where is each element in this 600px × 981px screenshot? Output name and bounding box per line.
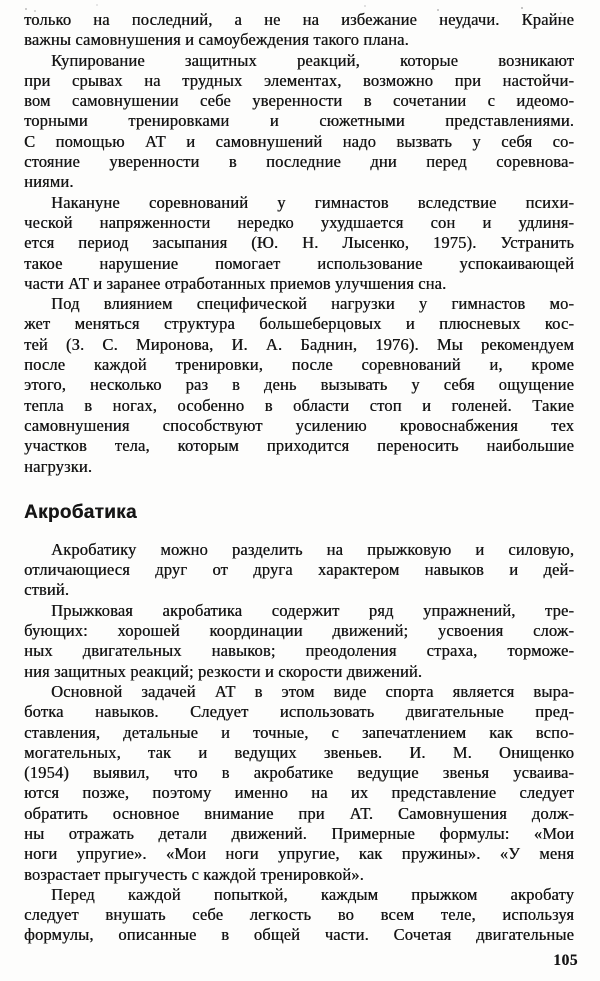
text-line: ниями.	[24, 172, 74, 192]
text-line: ется период засыпания (Ю. Н. Лысенко, 1975). Устранить	[24, 233, 574, 253]
paragraph	[24, 294, 574, 477]
text-line: тепла в ногах, особенно в области стоп и голеней. Такие	[24, 395, 574, 415]
text-line: Акробатику можно разделить на прыжковую и силовую,	[51, 539, 574, 559]
text-line: тей (З. С. Миронова, И. А. Баднин, 1976). Мы рекомендуем	[24, 334, 574, 354]
paragraph	[24, 601, 574, 682]
text-line: Купирование защитных реакций, которые возникают	[51, 50, 574, 70]
paragraph	[24, 682, 574, 885]
paragraph	[24, 51, 574, 193]
section-heading: Акробатика	[24, 501, 137, 523]
text-line: ния защитных реакций; резкости и скорости движений.	[24, 661, 423, 681]
text-line: этого, несколько раз в день вызывать у себя ощущение	[24, 375, 574, 395]
text-line: возрастает прыгучесть с каждой тренировкой».	[24, 864, 364, 884]
text-line: Накануне соревнований у гимнастов вследствие психи-	[51, 192, 574, 212]
text-line: ставления, детальные и точные, с запечатлением как вспо-	[24, 722, 574, 742]
text-line: нагрузки.	[24, 456, 93, 476]
text-line: торными тренировками и сюжетными представлениями.	[24, 111, 574, 131]
text-line: самовнушения способствуют усилению кровоснабжения тех	[24, 415, 574, 435]
text-line: участков тела, которым приходится переносить наибольшие	[24, 436, 574, 456]
text-line: могательных, так и ведущих звеньев. И. М. Онищенко	[24, 742, 574, 762]
text-line: формулы, описанные в общей части. Сочетая двигательные	[24, 925, 574, 945]
paragraph	[24, 885, 574, 946]
text-line: обратить основное внимание при АТ. Самовнушения долж-	[24, 803, 574, 823]
text-line: следует внушать себе легкость во всем теле, используя	[24, 905, 574, 925]
text-line: бующих: хорошей координации движений; усвоения слож-	[24, 621, 574, 641]
text-line: жет меняться структура большеберцовых и плюсневых кос-	[24, 314, 574, 334]
scan-noise	[0, 0, 2, 2]
text-line: ются позже, поэтому именно на их представление следует	[24, 783, 574, 803]
text-line: важны самовнушения и самоубеждения такого плана.	[24, 30, 409, 50]
text-line: такое нарушение помогает использование успокаивающей	[24, 253, 574, 273]
text-line: ны отражать детали движений. Примерные формулы: «Мои	[24, 823, 574, 843]
text-line: Основной задачей АТ в этом виде спорта является выра-	[51, 681, 574, 701]
text-line: после каждой тренировки, после соревнований и, кроме	[24, 355, 574, 375]
text-line: ствий.	[24, 580, 70, 600]
text-line: ческой напряженности нередко ухудшается сон и удлиня-	[24, 212, 574, 232]
text-line: Под влиянием специфической нагрузки у гимнастов мо-	[51, 294, 574, 314]
text-line: стояние уверенности в последние дни перед соревнова-	[24, 152, 574, 172]
text-line: только на последний, а не на избежание неудачи. Крайне	[24, 10, 574, 29]
text-line: Перед каждой попыткой, каждым прыжком акробату	[51, 884, 574, 904]
text-line: ботка навыков. Следует использовать двигательные пред-	[24, 702, 574, 722]
text-line: С помощью АТ и самовнушений надо вызвать у себя со-	[24, 131, 574, 151]
text-line: при срывах на трудных элементах, возможно при настойчи-	[24, 70, 574, 90]
text-line: ных двигательных навыков; преодоления страха, торможе-	[24, 641, 574, 661]
text-line: ноги упругие». «Мои ноги упругие, как пружины». «У меня	[24, 844, 574, 864]
text-line: вом самовнушении себе уверенности в сочетании с идеомо-	[24, 91, 574, 111]
text-line: (1954) выявил, что в акробатике ведущие звенья усваива-	[24, 763, 574, 783]
text-line: Прыжковая акробатика содержит ряд упражнений, тре-	[51, 600, 574, 620]
page-text	[24, 10, 574, 946]
paragraph	[24, 193, 574, 294]
text-line: отличающиеся друг от друга характером навыков и дей-	[24, 560, 574, 580]
text-line: части АТ и заранее отработанных приемов улучшения сна.	[24, 273, 447, 293]
paragraph	[24, 10, 574, 51]
page-number: 105	[553, 952, 578, 969]
paragraph	[24, 540, 574, 601]
